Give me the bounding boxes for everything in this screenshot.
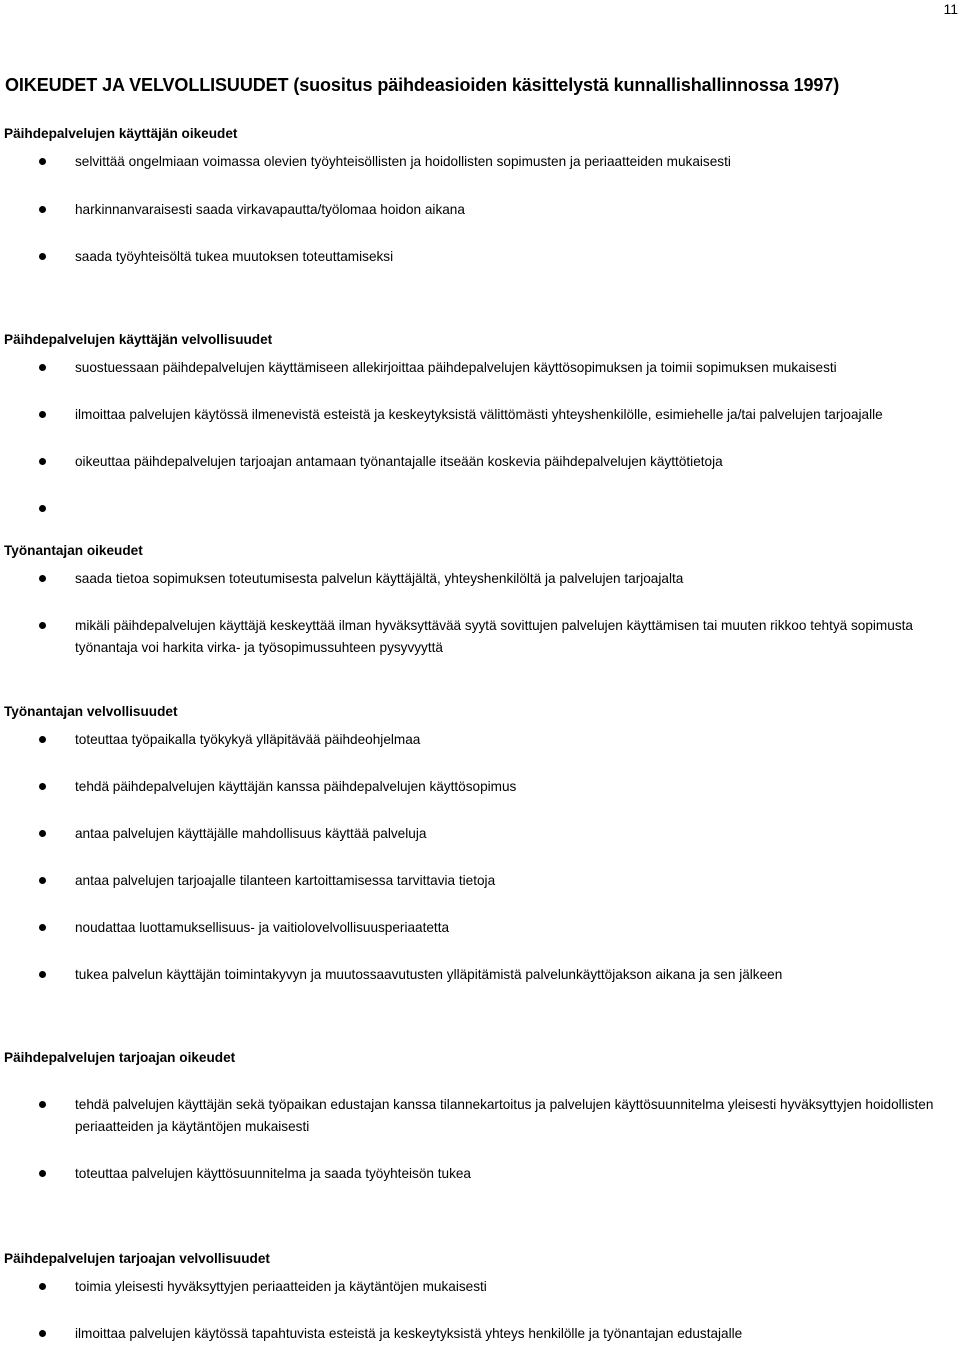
bullet-list: [4, 357, 954, 520]
list-item-text: saada tietoa sopimuksen toteutumisesta palvelun käyttäjältä, yhteyshenkilöltä ja palvelujen tarjoajalta: [75, 571, 684, 586]
bullet-icon: [39, 206, 46, 213]
list-item: [4, 199, 954, 221]
list-item: [4, 451, 954, 473]
section-heading: Päihdepalvelujen tarjoajan oikeudet: [4, 1050, 236, 1065]
list-item: [4, 1323, 954, 1345]
list-item: [4, 1163, 954, 1185]
list-item-text: selvittää ongelmiaan voimassa olevien työyhteisöllisten ja hoidollisten sopimusten ja periaatteiden mukaisesti: [75, 154, 731, 169]
list-item: [4, 615, 954, 659]
section-heading: Päihdepalvelujen tarjoajan velvollisuudet: [4, 1251, 270, 1266]
bullet-icon: [39, 411, 46, 418]
list-item: [4, 404, 954, 426]
list-item-text: suostuessaan päihdepalvelujen käyttämiseen allekirjoittaa päihdepalvelujen käyttösopimuksen ja toimii sopimuksen mukaisesti: [75, 360, 837, 375]
list-item-text: antaa palvelujen tarjoajalle tilanteen kartoittamisessa tarvittavia tietoja: [75, 873, 496, 888]
list-item-text: toimia yleisesti hyväksyttyjen periaatteiden ja käytäntöjen mukaisesti: [75, 1279, 487, 1294]
list-item-text: oikeuttaa päihdepalvelujen tarjoajan antamaan työnantajalle itseään koskevia päihdepalvelujen käyttötietoja: [75, 454, 723, 469]
list-item-text: toteuttaa palvelujen käyttösuunnitelma ja saada työyhteisön tukea: [75, 1166, 471, 1181]
list-item-text: antaa palvelujen käyttäjälle mahdollisuus käyttää palveluja: [75, 826, 427, 841]
list-item: [4, 776, 954, 798]
bullet-icon: [39, 575, 46, 582]
list-item-text: tehdä päihdepalvelujen käyttäjän kanssa päihdepalvelujen käyttösopimus: [75, 779, 517, 794]
bullet-icon: [39, 830, 46, 837]
document-title: OIKEUDET JA VELVOLLISUUDET (suositus päihdeasioiden käsittelystä kunnallishallinnossa 1997): [5, 75, 840, 95]
bullet-icon: [39, 1330, 46, 1337]
section-provider-rights: [4, 1049, 954, 1185]
page-number: 11: [943, 1, 958, 17]
section-employer-obligations: [4, 703, 954, 986]
bullet-icon: [39, 364, 46, 371]
list-item-text: toteuttaa työpaikalla työkykyä ylläpitävää päihdeohjelmaa: [75, 732, 421, 747]
list-item-text: ilmoittaa palvelujen käytössä tapahtuvista esteistä ja keskeytyksistä yhteys henkilölle ja työnantajan edustajalle: [75, 1326, 743, 1341]
list-item: [4, 498, 954, 520]
list-item-text: tehdä palvelujen käyttäjän sekä työpaikan edustajan kanssa tilannekartoitus ja palvelujen käyttösuunnitelma yleisesti hyväksyttyjen hoidollisten periaatteiden ja käytäntöjen mukaisesti: [75, 1097, 934, 1134]
bullet-icon: [39, 924, 46, 931]
bullet-list: [4, 568, 954, 659]
bullet-icon: [39, 1101, 46, 1108]
bullet-list: [4, 1276, 954, 1345]
list-item: [4, 823, 954, 845]
list-item-text: noudattaa luottamuksellisuus- ja vaitiolovelvollisuusperiaatetta: [75, 920, 450, 935]
section-employer-rights: [4, 542, 954, 659]
list-item: [4, 1276, 954, 1298]
bullet-icon: [39, 971, 46, 978]
bullet-icon: [39, 783, 46, 790]
section-heading: Päihdepalvelujen käyttäjän oikeudet: [4, 126, 238, 141]
section-user-obligations: [4, 331, 954, 520]
list-item-text: ilmoittaa palvelujen käytössä ilmenevistä esteistä ja keskeytyksistä välittömästi yhteyshenkilölle, esimiehelle ja/tai palvelujen tarjoajalle: [75, 407, 883, 422]
list-item: [4, 568, 954, 590]
bullet-list: [4, 1094, 954, 1185]
bullet-icon: [39, 158, 46, 165]
bullet-icon: [39, 736, 46, 743]
bullet-icon: [39, 1283, 46, 1290]
list-item: [4, 357, 954, 379]
bullet-icon: [39, 505, 46, 512]
section-provider-obligations: [4, 1250, 954, 1345]
bullet-icon: [39, 1170, 46, 1177]
list-item: [4, 151, 954, 173]
list-item-text: tukea palvelun käyttäjän toimintakyvyn ja muutossaavutusten ylläpitämistä palvelunkäyttöjakson aikana ja sen jälkeen: [75, 967, 783, 982]
list-item-text: harkinnanvaraisesti saada virkavapautta/työlomaa hoidon aikana: [75, 202, 465, 217]
bullet-icon: [39, 622, 46, 629]
list-item: [4, 246, 954, 268]
bullet-icon: [39, 253, 46, 260]
bullet-list: [4, 729, 954, 986]
section-heading: Työnantajan oikeudet: [4, 543, 143, 558]
bullet-icon: [39, 877, 46, 884]
list-item: [4, 870, 954, 892]
section-heading: Työnantajan velvollisuudet: [4, 704, 178, 719]
list-item: [4, 1094, 954, 1138]
list-item: [4, 964, 954, 986]
list-item-text: saada työyhteisöltä tukea muutoksen toteuttamiseksi: [75, 249, 394, 264]
list-item: [4, 729, 954, 751]
bullet-icon: [39, 458, 46, 465]
bullet-list: [4, 151, 954, 268]
list-item: [4, 917, 954, 939]
list-item-text: mikäli päihdepalvelujen käyttäjä keskeyttää ilman hyväksyttävää syytä sovittujen palvelujen käyttämisen tai muuten rikkoo tehtyä sopimusta työnantaja voi harkita virka- ja työsopimussuhteen pysyvyyttä: [75, 618, 913, 655]
section-user-rights: [4, 125, 954, 268]
section-heading: Päihdepalvelujen käyttäjän velvollisuudet: [4, 332, 273, 347]
